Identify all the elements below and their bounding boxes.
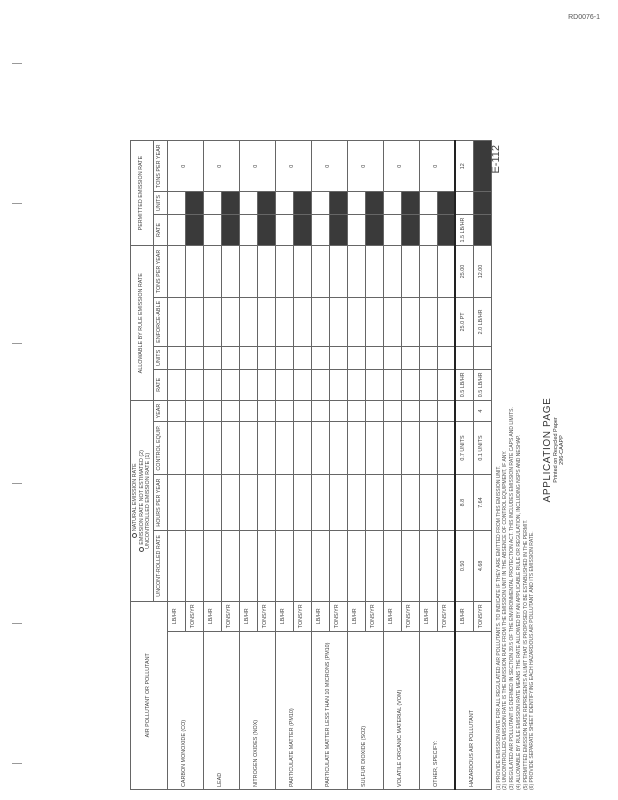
entry-cell[interactable] (311, 531, 329, 601)
entry-cell[interactable] (383, 246, 401, 297)
unit-label: TONS/YR (401, 601, 419, 632)
entry-cell[interactable] (419, 475, 437, 531)
entry-cell[interactable] (347, 347, 365, 369)
permit-units-cell[interactable] (383, 192, 401, 214)
entry-cell[interactable] (365, 297, 383, 347)
entry-cell[interactable] (257, 475, 275, 531)
entry-cell[interactable] (221, 401, 239, 422)
entry-cell[interactable] (275, 401, 293, 422)
entry-cell[interactable] (275, 246, 293, 297)
permit-rate-cell[interactable] (365, 214, 383, 246)
entry-cell[interactable] (311, 401, 329, 422)
entry-cell[interactable] (239, 369, 257, 401)
entry-cell[interactable] (311, 347, 329, 369)
table-row (311, 141, 329, 790)
entry-cell[interactable] (419, 347, 437, 369)
entry-cell[interactable] (401, 246, 419, 297)
permit-tpy-cell[interactable]: 0 (167, 141, 203, 192)
entry-cell[interactable] (401, 421, 419, 474)
entry-cell[interactable] (401, 297, 419, 347)
entry-cell[interactable] (311, 421, 329, 474)
permit-rate-cell[interactable] (419, 214, 437, 246)
entry-cell[interactable] (347, 531, 365, 601)
pollutant-name: CARBON MONOXIDE (CO) (167, 632, 203, 790)
entry-cell[interactable] (293, 347, 311, 369)
entry-cell[interactable] (293, 421, 311, 474)
pollutant-header: AIR POLLUTANT OR POLLUTANT (131, 601, 168, 789)
entry-cell[interactable] (167, 347, 185, 369)
entry-cell[interactable] (221, 421, 239, 474)
pollutant-name: LEAD (203, 632, 239, 790)
entry-cell[interactable] (365, 475, 383, 531)
entry-cell[interactable] (203, 369, 221, 401)
entry-cell[interactable] (239, 531, 257, 601)
entry-cell[interactable] (437, 531, 455, 601)
permit-tpy-cell[interactable]: 0 (239, 141, 275, 192)
entry-cell[interactable] (437, 347, 455, 369)
entry-cell[interactable] (401, 369, 419, 401)
unit-label: LB/HR (311, 601, 329, 632)
unit-label: LB/HR (275, 601, 293, 632)
table-row (239, 141, 257, 790)
margin-mark (12, 340, 22, 344)
unit-label: LB/HR (419, 601, 437, 632)
entry-cell[interactable] (329, 531, 347, 601)
entry-cell[interactable] (365, 246, 383, 297)
entry-cell[interactable] (365, 401, 383, 422)
entry-cell[interactable] (329, 475, 347, 531)
rotated-form-sheet (130, 110, 566, 790)
entry-cell[interactable] (329, 401, 347, 422)
entry-cell[interactable] (185, 369, 203, 401)
pollutant-name: SULFUR DIOXIDE (SO2) (347, 632, 383, 790)
margin-mark (12, 760, 22, 764)
entry-cell[interactable] (311, 369, 329, 401)
permit-units-cell[interactable] (275, 192, 293, 214)
permit-units-cell[interactable] (329, 192, 347, 214)
entry-cell[interactable] (401, 531, 419, 601)
entry-cell[interactable] (203, 401, 221, 422)
table-row (383, 141, 401, 790)
entry-cell[interactable] (203, 347, 221, 369)
entry-cell[interactable] (419, 297, 437, 347)
entry-cell[interactable] (221, 297, 239, 347)
radio-icon[interactable] (132, 533, 137, 538)
permit-rate-cell[interactable] (167, 214, 185, 246)
entry-cell[interactable] (347, 246, 365, 297)
entry-cell[interactable] (347, 401, 365, 422)
entry-cell[interactable] (203, 246, 221, 297)
permit-units-cell[interactable] (365, 192, 383, 214)
permit-units-cell[interactable] (221, 192, 239, 214)
entry-cell[interactable] (221, 369, 239, 401)
permitted-header: PERMITTED EMISSION RATE (131, 141, 154, 246)
permit-tpy-cell[interactable]: 0 (347, 141, 383, 192)
entry-cell[interactable] (275, 421, 293, 474)
entry-cell[interactable] (185, 246, 203, 297)
permit-tpy-cell[interactable]: 0 (419, 141, 455, 192)
entry-cell[interactable] (257, 297, 275, 347)
permit-units-cell[interactable] (401, 192, 419, 214)
entry-cell[interactable] (365, 347, 383, 369)
document-id: RD0076-1 (568, 14, 600, 21)
permit-units-cell[interactable] (203, 192, 221, 214)
entry-cell[interactable] (257, 347, 275, 369)
entry-cell[interactable] (383, 421, 401, 474)
entry-cell[interactable] (419, 401, 437, 422)
entry-cell[interactable] (329, 246, 347, 297)
permit-units-cell[interactable] (185, 192, 203, 214)
entry-cell[interactable] (185, 401, 203, 422)
permit-rate-cell[interactable] (293, 214, 311, 246)
entry-cell[interactable] (401, 401, 419, 422)
permit-rate-cell[interactable] (203, 214, 221, 246)
entry-cell[interactable] (437, 421, 455, 474)
entry-cell[interactable] (437, 297, 455, 347)
page-footer: APPLICATION PAGE Printed on Recycled Paper 296-CAAPP (542, 397, 566, 503)
pollutant-name: NITROGEN OXIDES (NOX) (239, 632, 275, 790)
unit-label: TONS/YR (437, 601, 455, 632)
entry-cell[interactable] (257, 531, 275, 601)
unit-label: LB/HR (383, 601, 401, 632)
margin-mark (12, 60, 22, 64)
entry-cell[interactable] (293, 531, 311, 601)
permit-rate-cell[interactable] (257, 214, 275, 246)
margin-mark (12, 200, 22, 204)
entry-cell[interactable] (203, 421, 221, 474)
table-row: HAZARDOUS AIR POLLUTANT LB/HR 0.50 8.8 0.7 UNITS 0.5 LB/HR 25.0 PT 25.00 1.5 LB/HR 12 (455, 141, 473, 790)
pollutant-name: PARTICULATE MATTER (PM10) (275, 632, 311, 790)
entry-cell[interactable] (185, 475, 203, 531)
margin-mark (12, 480, 22, 484)
permit-rate-cell[interactable] (329, 214, 347, 246)
permit-rate-cell[interactable] (401, 214, 419, 246)
entry-cell[interactable] (293, 369, 311, 401)
entry-cell[interactable] (383, 297, 401, 347)
permit-rate-cell[interactable] (275, 214, 293, 246)
table-row (419, 141, 437, 790)
uncontrolled-header: NATURAL EMISSION RATE EMISSION RATE NOT ESTIMATED (2) UNCONTROLLED EMISSION RATE (1) (131, 401, 154, 601)
unit-label: LB/HR (347, 601, 365, 632)
entry-cell[interactable] (221, 347, 239, 369)
entry-cell[interactable] (347, 475, 365, 531)
entry-cell[interactable] (419, 369, 437, 401)
permit-units-cell[interactable] (419, 192, 437, 214)
permit-rate-cell[interactable] (185, 214, 203, 246)
permit-units-cell[interactable] (347, 192, 365, 214)
entry-cell[interactable] (203, 297, 221, 347)
entry-cell[interactable] (167, 475, 185, 531)
entry-cell[interactable] (347, 421, 365, 474)
unit-label: TONS/YR (329, 601, 347, 632)
pollutant-name: PARTICULATE MATTER LESS THAN 10 MICRONS (PM10) (311, 632, 347, 790)
entry-cell[interactable] (221, 475, 239, 531)
entry-cell[interactable] (293, 246, 311, 297)
entry-cell[interactable] (239, 347, 257, 369)
entry-cell[interactable] (203, 475, 221, 531)
entry-cell[interactable] (401, 475, 419, 531)
unit-label: TONS/YR (365, 601, 383, 632)
entry-cell[interactable] (293, 297, 311, 347)
margin-mark (12, 620, 22, 624)
unit-label: TONS/YR (185, 601, 203, 632)
pollutant-name: VOLATILE ORGANIC MATERIAL (VOM) (383, 632, 419, 790)
permit-rate-cell[interactable] (383, 214, 401, 246)
entry-cell[interactable] (167, 369, 185, 401)
unit-label: LB/HR (167, 601, 185, 632)
entry-cell[interactable] (437, 401, 455, 422)
entry-cell[interactable] (167, 401, 185, 422)
permit-tpy-cell[interactable]: 0 (275, 141, 311, 192)
table-row: TONS/YR 4.68 7.64 0.1 UNITS 4 0.5 LB/HR 2.0 LB/HR 12.00 (473, 141, 491, 790)
entry-cell[interactable] (275, 369, 293, 401)
entry-cell[interactable] (419, 246, 437, 297)
entry-cell[interactable] (419, 531, 437, 601)
entry-cell[interactable] (239, 421, 257, 474)
permit-units-cell[interactable] (167, 192, 185, 214)
entry-cell[interactable] (275, 347, 293, 369)
entry-cell[interactable] (239, 246, 257, 297)
entry-cell[interactable] (383, 475, 401, 531)
unit-label: LB/HR (239, 601, 257, 632)
entry-cell[interactable] (239, 401, 257, 422)
permit-tpy-cell[interactable]: 0 (311, 141, 347, 192)
entry-cell[interactable] (185, 297, 203, 347)
entry-cell[interactable] (257, 369, 275, 401)
entry-cell[interactable] (329, 421, 347, 474)
entry-cell[interactable] (275, 297, 293, 347)
entry-cell[interactable] (437, 369, 455, 401)
entry-cell[interactable] (365, 531, 383, 601)
entry-cell[interactable] (167, 297, 185, 347)
footnotes: (1) PROVIDE EMISSION RATE FOR ALL REGULATED AIR POLLUTANTS. TO INDICATE IF THEY ARE EMITTED FROM THIS EMISSION UNIT. (2) UNCONTROLLED EMISSION RATE IS THE EMISSION RATE FROM THE EMISSION UNIT IN THE ABSENCE OF CONTROL EQUIPMENT, IF ANY. (3) REGULATED AIR POLLUTANT IS DEFINED IN SECTION 39.5 OF THE ENVIRONMENTAL PROTECTION ACT. THIS INCLUDES EMISSION RATE CAPS AND LIMITS. (4) ALLOWABLE BY RULE EMISSION RATE MEANS THE RATE ALLOWED BY AN APPLICABLE RULE OR REGULATION, INCLUDING NSPS AND NESHAP. (5) PERMITTED EMISSION RATE REPRESENTS A LIMIT THAT IS PROPOSED TO BE ESTABLISHED IN THE PERMIT. (6) PROVIDE SEPARATE SHEET IDENTIFYING EACH HAZARDOUS AIR POLLUTANT AND ITS EMISSION RATE. (495, 407, 536, 790)
permit-rate-cell[interactable] (437, 214, 455, 246)
table-row (203, 141, 221, 790)
unit-label: LB/HR (203, 601, 221, 632)
entry-cell[interactable] (383, 531, 401, 601)
entry-cell[interactable] (203, 531, 221, 601)
entry-cell[interactable] (185, 347, 203, 369)
entry-cell[interactable] (239, 297, 257, 347)
entry-cell[interactable] (437, 246, 455, 297)
entry-cell[interactable] (401, 347, 419, 369)
radio-icon[interactable] (139, 547, 144, 552)
entry-cell[interactable] (167, 246, 185, 297)
page-number: E-112 (490, 145, 502, 174)
permit-tpy-cell[interactable]: 0 (203, 141, 239, 192)
pollutant-name: OTHER, SPECIFY: (419, 632, 455, 790)
entry-cell[interactable] (383, 401, 401, 422)
entry-cell[interactable] (257, 246, 275, 297)
entry-cell[interactable] (329, 369, 347, 401)
permit-units-cell[interactable] (293, 192, 311, 214)
entry-cell[interactable] (383, 369, 401, 401)
entry-cell[interactable] (311, 297, 329, 347)
entry-cell[interactable] (383, 347, 401, 369)
entry-cell[interactable] (365, 421, 383, 474)
entry-cell[interactable] (329, 297, 347, 347)
permit-rate-cell[interactable] (347, 214, 365, 246)
entry-cell[interactable] (221, 246, 239, 297)
entry-cell[interactable] (293, 401, 311, 422)
unit-label: TONS/YR (221, 601, 239, 632)
permit-units-cell[interactable] (437, 192, 455, 214)
entry-cell[interactable] (257, 401, 275, 422)
permit-rate-cell[interactable] (311, 214, 329, 246)
permit-tpy-cell[interactable]: 0 (383, 141, 419, 192)
allowable-header: ALLOWABLE BY RULE EMISSION RATE (131, 246, 154, 401)
entry-cell[interactable] (275, 475, 293, 531)
entry-cell[interactable] (293, 475, 311, 531)
permit-rate-cell[interactable] (239, 214, 257, 246)
entry-cell[interactable] (275, 531, 293, 601)
entry-cell[interactable] (347, 297, 365, 347)
entry-cell[interactable] (257, 421, 275, 474)
entry-cell[interactable] (185, 421, 203, 474)
entry-cell[interactable] (347, 369, 365, 401)
table-row (275, 141, 293, 790)
entry-cell[interactable] (437, 475, 455, 531)
emission-table: AIR POLLUTANT OR POLLUTANT NATURAL EMISSION RATE EMISSION RATE NOT ESTIMATED (2) UNCONTROLLED EMISSION RATE (1) ALLOWABLE BY RULE EMISSION RATE PERMITTED EMISSION RATE UNCONT-ROLLED RATE HOURS PER YEAR CONTROL EQUIP. YEAR RATE UNITS ENFORCE-ABLE TONS PER YEAR RATE UNITS TONS PER YEAR CARBON MONOXIDE (CO) LB/HR 0 TONS/YR LEAD LB/HR 0 TONS/YR NITROGEN OXIDES (NOX) LB/HR 0 TONS/YR PARTICULATE MATTER (PM10) LB/HR 0 TONS/YR PARTICULATE MATTER LESS THAN 10 MICRONS (PM10) LB/HR 0 TONS/YR SULFUR DIOXIDE (SO2) LB/HR 0 TONS/YR VOLATILE ORGANIC MATERIAL (VOM) LB/HR 0 TONS/YR OTHER, SPECIFY: LB/HR 0 TONS/YR HAZARDOUS AIR POLLUTANT LB/HR 0.50 8.8 0.7 UNITS 0.5 LB/HR 25.0 PT 25.00 1.5 LB/HR 12 TONS/YR 4.68 7.64 0.1 UNITS 4 0.5 LB/HR 2.0 LB/HR 12.00 (130, 140, 492, 790)
entry-cell[interactable] (329, 347, 347, 369)
entry-cell[interactable] (221, 531, 239, 601)
entry-cell[interactable] (419, 421, 437, 474)
unit-label: TONS/YR (293, 601, 311, 632)
permit-units-cell[interactable] (239, 192, 257, 214)
unit-label: TONS/YR (257, 601, 275, 632)
entry-cell[interactable] (167, 421, 185, 474)
entry-cell[interactable] (311, 475, 329, 531)
entry-cell[interactable] (167, 531, 185, 601)
entry-cell[interactable] (365, 369, 383, 401)
entry-cell[interactable] (185, 531, 203, 601)
table-row (347, 141, 365, 790)
table-row (167, 141, 185, 790)
permit-units-cell[interactable] (311, 192, 329, 214)
permit-rate-cell[interactable] (221, 214, 239, 246)
entry-cell[interactable] (239, 475, 257, 531)
entry-cell[interactable] (311, 246, 329, 297)
permit-units-cell[interactable] (257, 192, 275, 214)
